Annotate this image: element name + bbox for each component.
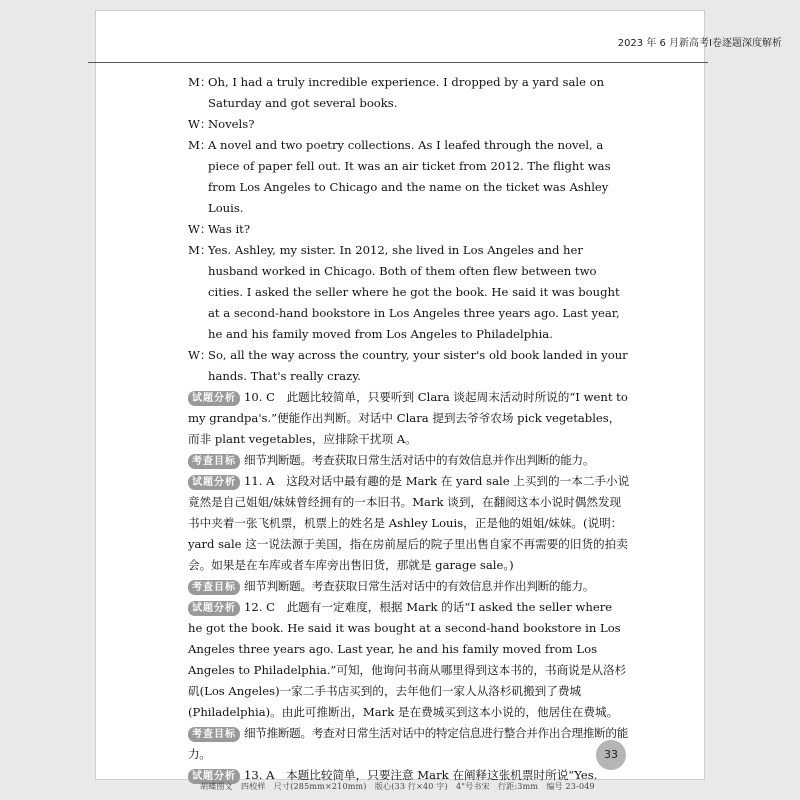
analysis-tag: 试题分析 bbox=[188, 391, 240, 406]
speaker: W： bbox=[188, 222, 212, 236]
dialogue-text: So, all the way across the country, your sister's old book landed in your hands. That's really crazy. bbox=[208, 348, 628, 383]
dialogue-line bbox=[188, 345, 630, 387]
target-tag: 考查目标 bbox=[188, 454, 240, 469]
target-tag: 考查目标 bbox=[188, 580, 240, 595]
dialogue-text: Novels? bbox=[208, 117, 255, 131]
analysis-text: 10. C 此题比较简单，只要听到 Clara 谈起周末活动时所说的“I went to my grandpa's.”便能作出判断。对话中 Clara 提到去爷爷农场 pick vegetables，而非 plant vegetables，应排除干扰项 A。 bbox=[188, 390, 628, 446]
header-rule bbox=[88, 62, 708, 63]
target-paragraph bbox=[188, 576, 630, 597]
analysis-paragraph bbox=[188, 387, 630, 450]
target-text: 细节推断题。考查对日常生活对话中的特定信息进行整合并作出合理推断的能力。 bbox=[188, 726, 628, 761]
dialogue-text: Yes. Ashley, my sister. In 2012, she lived in Los Angeles and her husband worked in Chicago. Both of them often flew between two cities. I asked the seller where he got the book. He said it was bought at a second-hand bookstore in Los Angeles three years ago. Last year, he and his family moved from Los Angeles to Philadelphia. bbox=[208, 243, 620, 341]
analysis-text: 11. A 这段对话中最有趣的是 Mark 在 yard sale 上买到的一本二手小说竟然是自己姐姐/妹妹曾经拥有的一本旧书。Mark 谈到，在翻阅这本小说时偶然发现书中夹着一张飞机票，机票上的姓名是 Ashley Louis，正是他的姐姐/妹妹。(说明：yard sale 这一说法源于美国，指在房前屋后的院子里出售自家不再需要的旧货的拍卖会。如果是在车库或者车库旁出售旧货，那就是 garage sale。) bbox=[188, 474, 630, 572]
target-tag: 考查目标 bbox=[188, 727, 240, 742]
target-paragraph bbox=[188, 450, 630, 471]
page-header: 2023 年 6 月新高考Ⅰ卷逐题深度解析 bbox=[617, 38, 782, 49]
analysis-paragraph bbox=[188, 471, 630, 576]
speaker: W： bbox=[188, 117, 212, 131]
target-text: 细节判断题。考查获取日常生活对话中的有效信息并作出判断的能力。 bbox=[244, 579, 595, 593]
analysis-paragraph bbox=[188, 597, 630, 723]
analysis-tag: 试题分析 bbox=[188, 475, 240, 490]
dialogue-line bbox=[188, 135, 630, 219]
speaker: M： bbox=[188, 243, 212, 257]
target-paragraph bbox=[188, 723, 630, 765]
main-content bbox=[188, 72, 630, 786]
dialogue-text: Was it? bbox=[208, 222, 251, 236]
dialogue-line bbox=[188, 114, 630, 135]
dialogue-line bbox=[188, 240, 630, 345]
analysis-text: 12. C 此题有一定难度，根据 Mark 的话“I asked the seller where he got the book. He said it was bought at a second-hand bookstore in Los Angeles three years ago. Last year, he and his family moved from Los Angeles to Philadelphia.”可知，他询问书商从哪里得到这本书的，书商说是从洛杉矶(Los Angeles)一家二手书店买到的，去年他们一家人从洛杉矶搬到了费城(Philadelphia)。由此可推断出，Mark 是在费城买到这本小说的，他居住在费城。 bbox=[188, 600, 627, 719]
speaker: W： bbox=[188, 348, 212, 362]
target-text: 细节判断题。考查获取日常生活对话中的有效信息并作出判断的能力。 bbox=[244, 453, 595, 467]
print-footer: 胡蝶图文 四校样 尺寸(285mm×210mm) 版心(33 行×40 字) 4"号书宋 行距:3mm 编号 23-049 bbox=[200, 782, 595, 791]
dialogue-line bbox=[188, 72, 630, 114]
dialogue-text: Oh, I had a truly incredible experience. I dropped by a yard sale on Saturday and got several books. bbox=[208, 75, 605, 110]
analysis-text: 13. A 本题比较简单，只要注意 Mark 在阐释这张机票时所说“Yes. bbox=[244, 768, 598, 782]
speaker: M： bbox=[188, 75, 212, 89]
speaker: M： bbox=[188, 138, 212, 152]
dialogue-text: A novel and two poetry collections. As I leafed through the novel, a piece of paper fell out. It was an air ticket from 2012. The flight was from Los Angeles to Chicago and the name on the ticket was Ashley Louis. bbox=[208, 138, 611, 215]
dialogue-line bbox=[188, 219, 630, 240]
analysis-tag: 试题分析 bbox=[188, 769, 240, 784]
page-number: 33 bbox=[596, 740, 626, 770]
analysis-tag: 试题分析 bbox=[188, 601, 240, 616]
